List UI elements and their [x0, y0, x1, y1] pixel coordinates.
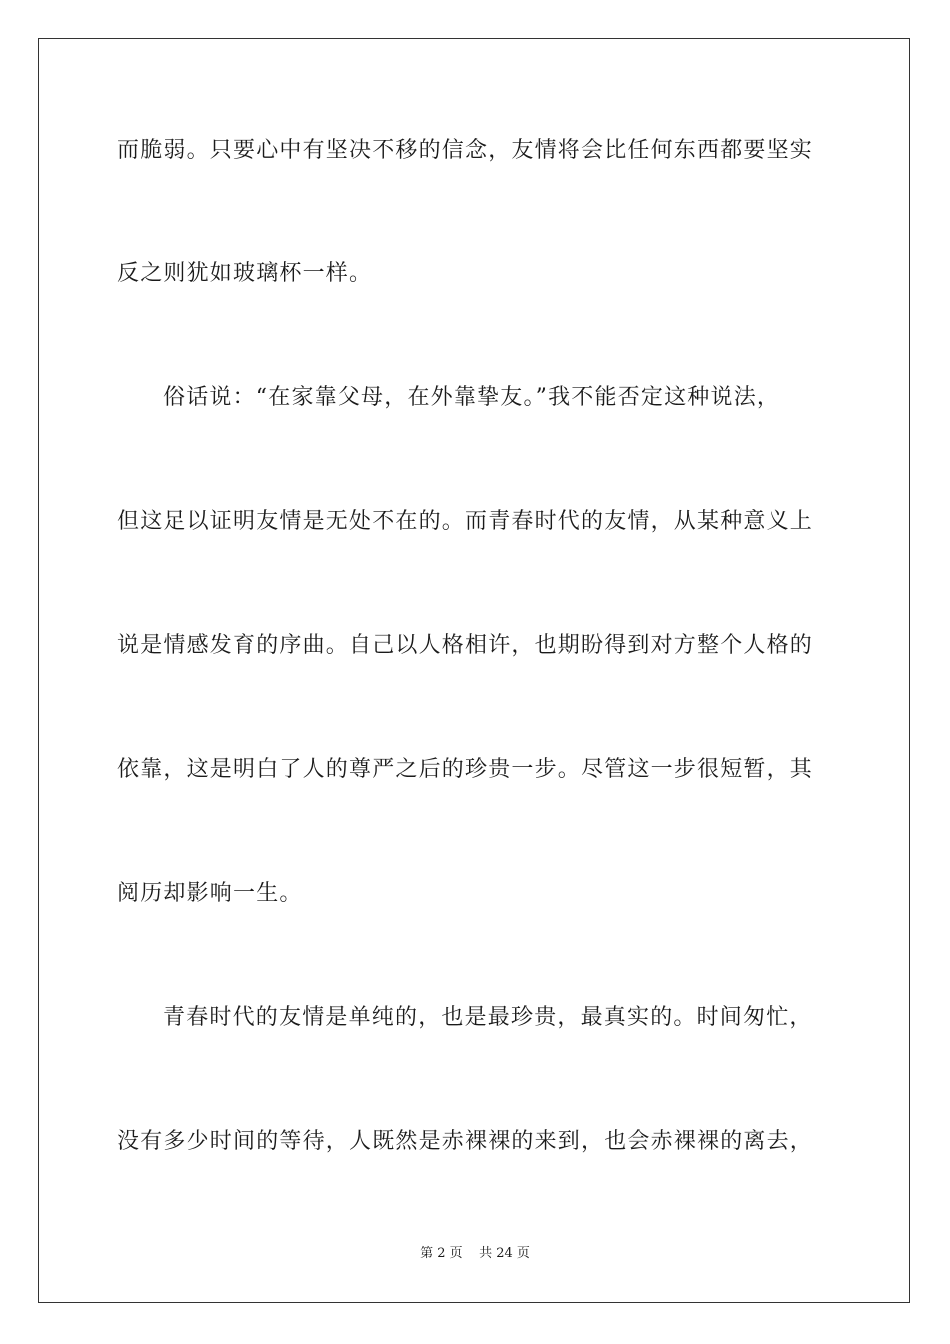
text-line-7: 阅历却影响一生。	[117, 881, 303, 906]
text-line-2: 反之则犹如玻璃杯一样。	[117, 261, 373, 286]
text-line-3-paragraph-start: 俗话说：“在家靠父母，在外靠挚友。”我不能否定这种说法，	[163, 385, 781, 410]
text-line-1: 而脆弱。只要心中有坚决不移的信念，友情将会比任何东西都要坚实	[117, 138, 814, 163]
text-line-5: 说是情感发育的序曲。自己以人格相许，也期盼得到对方整个人格的	[117, 633, 814, 658]
text-line-9: 没有多少时间的等待，人既然是赤裸裸的来到，也会赤裸裸的离去，	[117, 1129, 814, 1154]
page-border	[38, 38, 910, 1303]
text-line-8-paragraph-start: 青春时代的友情是单纯的，也是最珍贵，最真实的。时间匆忙，	[163, 1005, 813, 1030]
text-line-6: 依靠，这是明白了人的尊严之后的珍贵一步。尽管这一步很短暂，其	[117, 757, 814, 782]
page-number-footer: 第 2 页 共 24 页	[420, 1246, 530, 1261]
text-line-4: 但这足以证明友情是无处不在的。而青春时代的友情，从某种意义上	[117, 509, 814, 534]
